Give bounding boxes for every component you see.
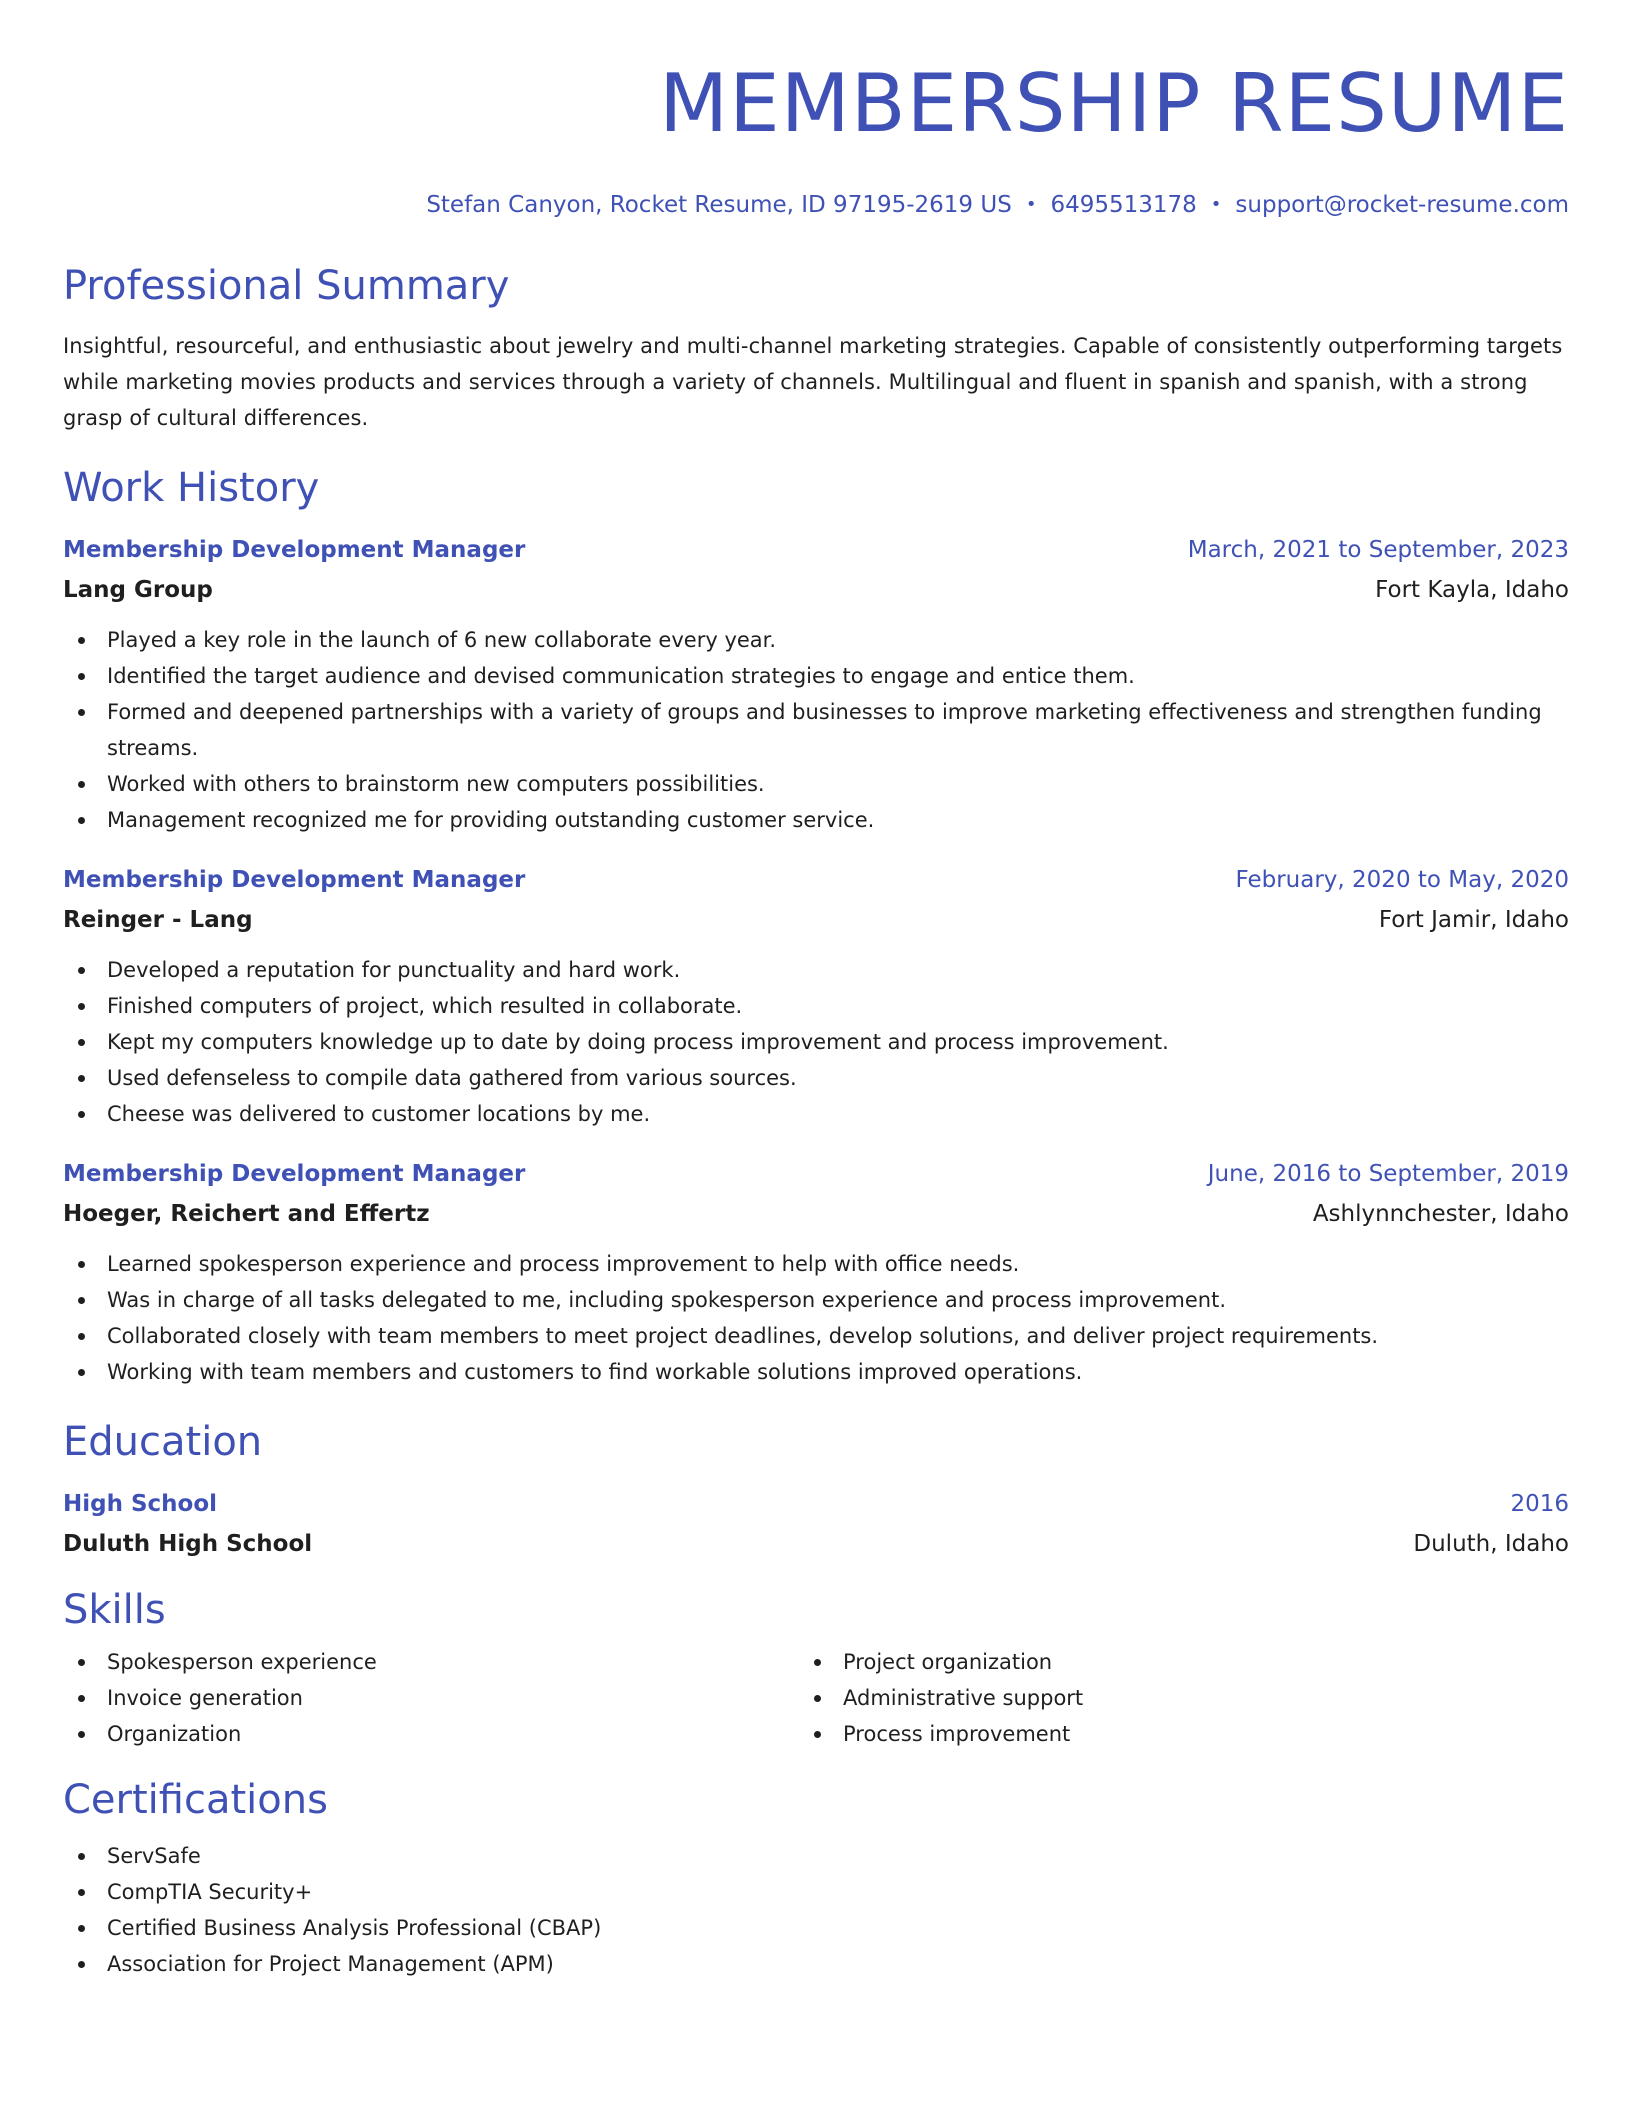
job-bullet: Formed and deepened partnerships with a variety of groups and businesses to improve marketing effectiveness and strengthen funding streams. <box>63 694 1569 766</box>
job-title: Membership Development Manager <box>63 867 526 893</box>
job-dates: March, 2021 to September, 2023 <box>1187 537 1569 563</box>
section-title-work-history: Work History <box>63 465 320 511</box>
job-bullet: Collaborated closely with team members to meet project deadlines, develop solutions, and deliver project requirements. <box>63 1318 1569 1354</box>
job-company: Hoeger, Reichert and Effertz <box>63 1201 430 1227</box>
skill-item: Spokesperson experience <box>63 1644 799 1680</box>
job-bullet: Developed a reputation for punctuality and hard work. <box>63 952 1569 988</box>
education-entry <box>63 1486 1569 1562</box>
skills-list <box>63 1644 799 1752</box>
contact-line <box>63 190 1569 220</box>
section-title-skills: Skills <box>63 1587 166 1633</box>
skills-column-left <box>63 1644 799 1752</box>
job-bullet: Learned spokesperson experience and process improvement to help with office needs. <box>63 1246 1569 1282</box>
job-bullet: Used defenseless to compile data gathered from various sources. <box>63 1060 1569 1096</box>
section-title-certifications: Certifications <box>63 1777 328 1823</box>
section-title-education: Education <box>63 1419 263 1465</box>
certification-item: Association for Project Management (APM) <box>63 1946 1569 1982</box>
job-bullet: Kept my computers knowledge up to date by doing process improvement and process improvement. <box>63 1024 1569 1060</box>
job-location: Ashlynnchester, Idaho <box>1312 1201 1569 1227</box>
job-bullet: Cheese was delivered to customer locations by me. <box>63 1096 1569 1132</box>
job-title: Membership Development Manager <box>63 1161 526 1187</box>
certification-item: CompTIA Security+ <box>63 1874 1569 1910</box>
certification-item: Certified Business Analysis Professional (CBAP) <box>63 1910 1569 1946</box>
job-bullet: Working with team members and customers to find workable solutions improved operations. <box>63 1354 1569 1390</box>
job-company: Reinger - Lang <box>63 907 253 933</box>
contact-address: Stefan Canyon, Rocket Resume, ID 97195-2619 US <box>426 192 1012 218</box>
skill-item: Organization <box>63 1716 799 1752</box>
contact-separator: • <box>1025 194 1037 215</box>
education-location: Duluth, Idaho <box>1413 1531 1569 1557</box>
job-dates: June, 2016 to September, 2019 <box>1207 1161 1569 1187</box>
contact-email: support@rocket-resume.com <box>1235 192 1569 218</box>
education-school: Duluth High School <box>63 1531 313 1557</box>
job-title: Membership Development Manager <box>63 537 526 563</box>
job-location: Fort Kayla, Idaho <box>1375 577 1569 603</box>
job-bullets <box>63 1246 1569 1390</box>
education-year: 2016 <box>1510 1491 1569 1517</box>
education-degree: High School <box>63 1491 218 1517</box>
job-bullets <box>63 622 1569 838</box>
contact-phone: 6495513178 <box>1050 192 1197 218</box>
job-entry <box>63 532 1569 838</box>
job-bullet: Played a key role in the launch of 6 new collaborate every year. <box>63 622 1569 658</box>
skill-item: Process improvement <box>799 1716 1535 1752</box>
job-bullets <box>63 952 1569 1132</box>
section-title-summary: Professional Summary <box>63 263 510 309</box>
skill-item: Administrative support <box>799 1680 1535 1716</box>
job-company: Lang Group <box>63 577 213 603</box>
job-dates: February, 2020 to May, 2020 <box>1235 867 1569 893</box>
job-entry <box>63 1156 1569 1390</box>
job-bullet: Identified the target audience and devised communication strategies to engage and entice them. <box>63 658 1569 694</box>
contact-separator: • <box>1210 194 1222 215</box>
job-bullet: Worked with others to brainstorm new computers possibilities. <box>63 766 1569 802</box>
skills-list <box>799 1644 1535 1752</box>
certifications-list <box>63 1838 1569 1982</box>
skills-column-right <box>799 1644 1535 1752</box>
skills-columns <box>63 1644 1569 1752</box>
skill-item: Invoice generation <box>63 1680 799 1716</box>
skill-item: Project organization <box>799 1644 1535 1680</box>
resume-name: MEMBERSHIP RESUME <box>659 57 1569 150</box>
certification-item: ServSafe <box>63 1838 1569 1874</box>
job-location: Fort Jamir, Idaho <box>1378 907 1569 933</box>
job-entry <box>63 862 1569 1132</box>
job-bullet: Was in charge of all tasks delegated to me, including spokesperson experience and process improvement. <box>63 1282 1569 1318</box>
job-bullet: Finished computers of project, which resulted in collaborate. <box>63 988 1569 1024</box>
summary-text: Insightful, resourceful, and enthusiastic about jewelry and multi-channel marketing strategies. Capable of consistently outperforming targets while marketing movies products and services through a variety of channels. Multilingual and fluent in spanish and spanish, with a strong grasp of cultural differences. <box>63 334 1563 430</box>
job-bullet: Management recognized me for providing outstanding customer service. <box>63 802 1569 838</box>
